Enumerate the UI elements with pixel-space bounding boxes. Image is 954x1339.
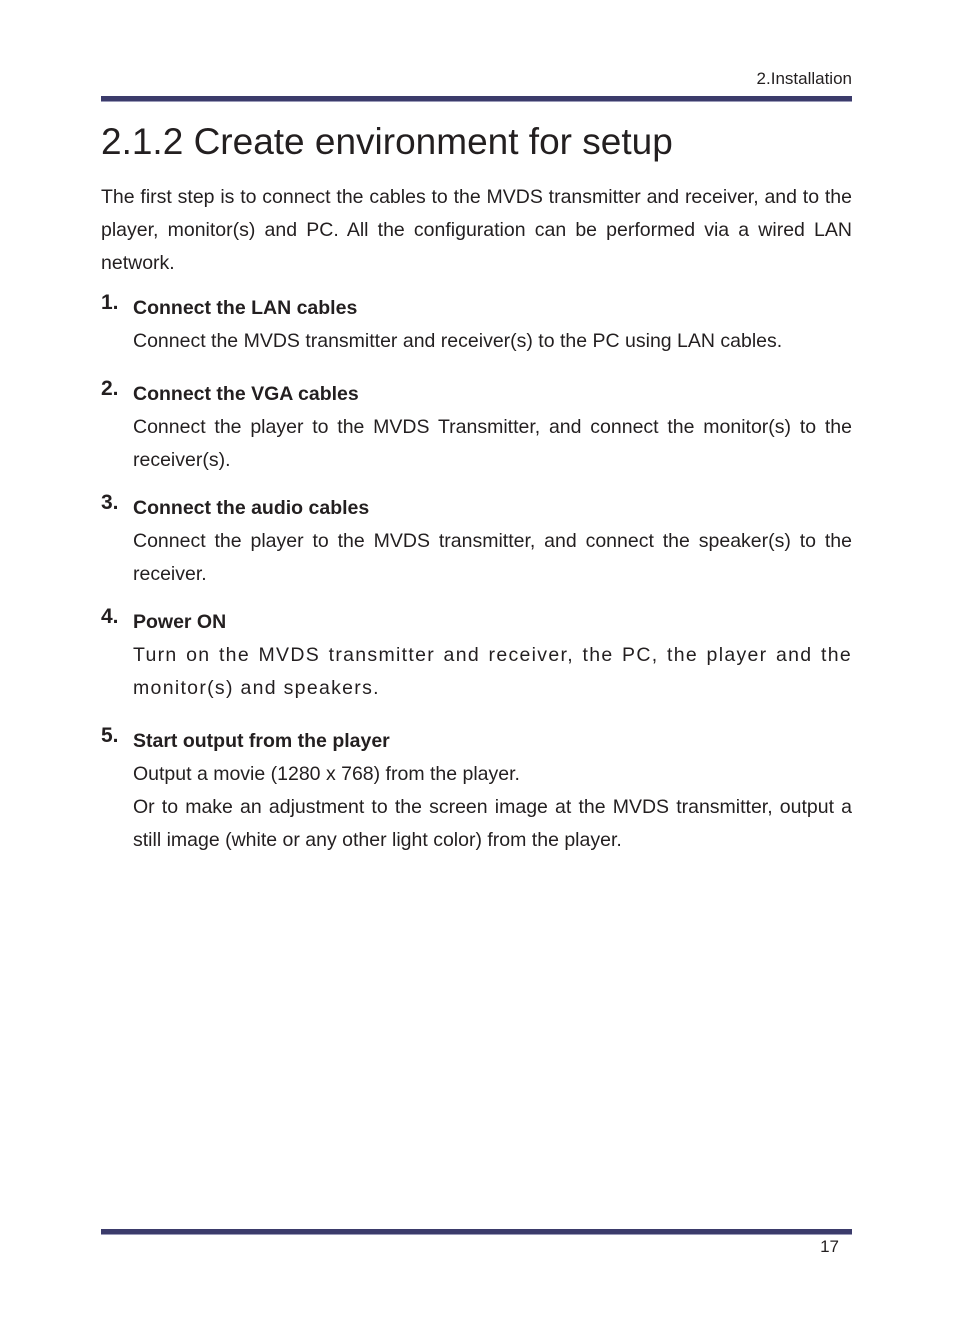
step-body: [133, 525, 852, 591]
step-number: 1.: [101, 291, 119, 314]
step-title: Connect the audio cables: [133, 497, 370, 519]
page-number: 17: [820, 1237, 839, 1256]
footer-rule: [101, 1229, 852, 1235]
step-title: Connect the LAN cables: [133, 297, 358, 319]
step-body: [133, 758, 852, 857]
step-body: [133, 325, 852, 358]
step-title: Connect the VGA cables: [133, 383, 359, 405]
step-number: 4.: [101, 605, 119, 628]
step-text: Or to make an adjustment to the screen image at the MVDS transmitter, output a still image (white or any other light color) from the player.: [133, 796, 852, 851]
step-body: [133, 411, 852, 477]
step-text: Connect the MVDS transmitter and receiver(s) to the PC using LAN cables.: [133, 330, 783, 352]
step-text: Turn on the MVDS transmitter and receiver, the PC, the player and the monitor(s) and speakers.: [133, 644, 852, 699]
step-number: 2.: [101, 377, 119, 400]
step-body: [133, 639, 852, 705]
step-text: Connect the player to the MVDS Transmitter, and connect the monitor(s) to the receiver(s).: [133, 416, 852, 471]
intro-paragraph: The first step is to connect the cables to the MVDS transmitter and receiver, and to the player, monitor(s) and PC. All the configuration can be performed via a wired LAN network.: [101, 186, 852, 274]
step-title: Start output from the player: [133, 730, 390, 752]
step-title: Power ON: [133, 611, 227, 633]
step-number: 5.: [101, 724, 119, 747]
running-header: 2.Installation: [756, 69, 852, 88]
step-text: Connect the player to the MVDS transmitter, and connect the speaker(s) to the receiver.: [133, 530, 852, 585]
page-title: 2.1.2 Create environment for setup: [101, 121, 673, 162]
step-number: 3.: [101, 491, 119, 514]
header-rule: [101, 96, 852, 102]
step-text: Output a movie (1280 x 768) from the player.: [133, 763, 520, 785]
